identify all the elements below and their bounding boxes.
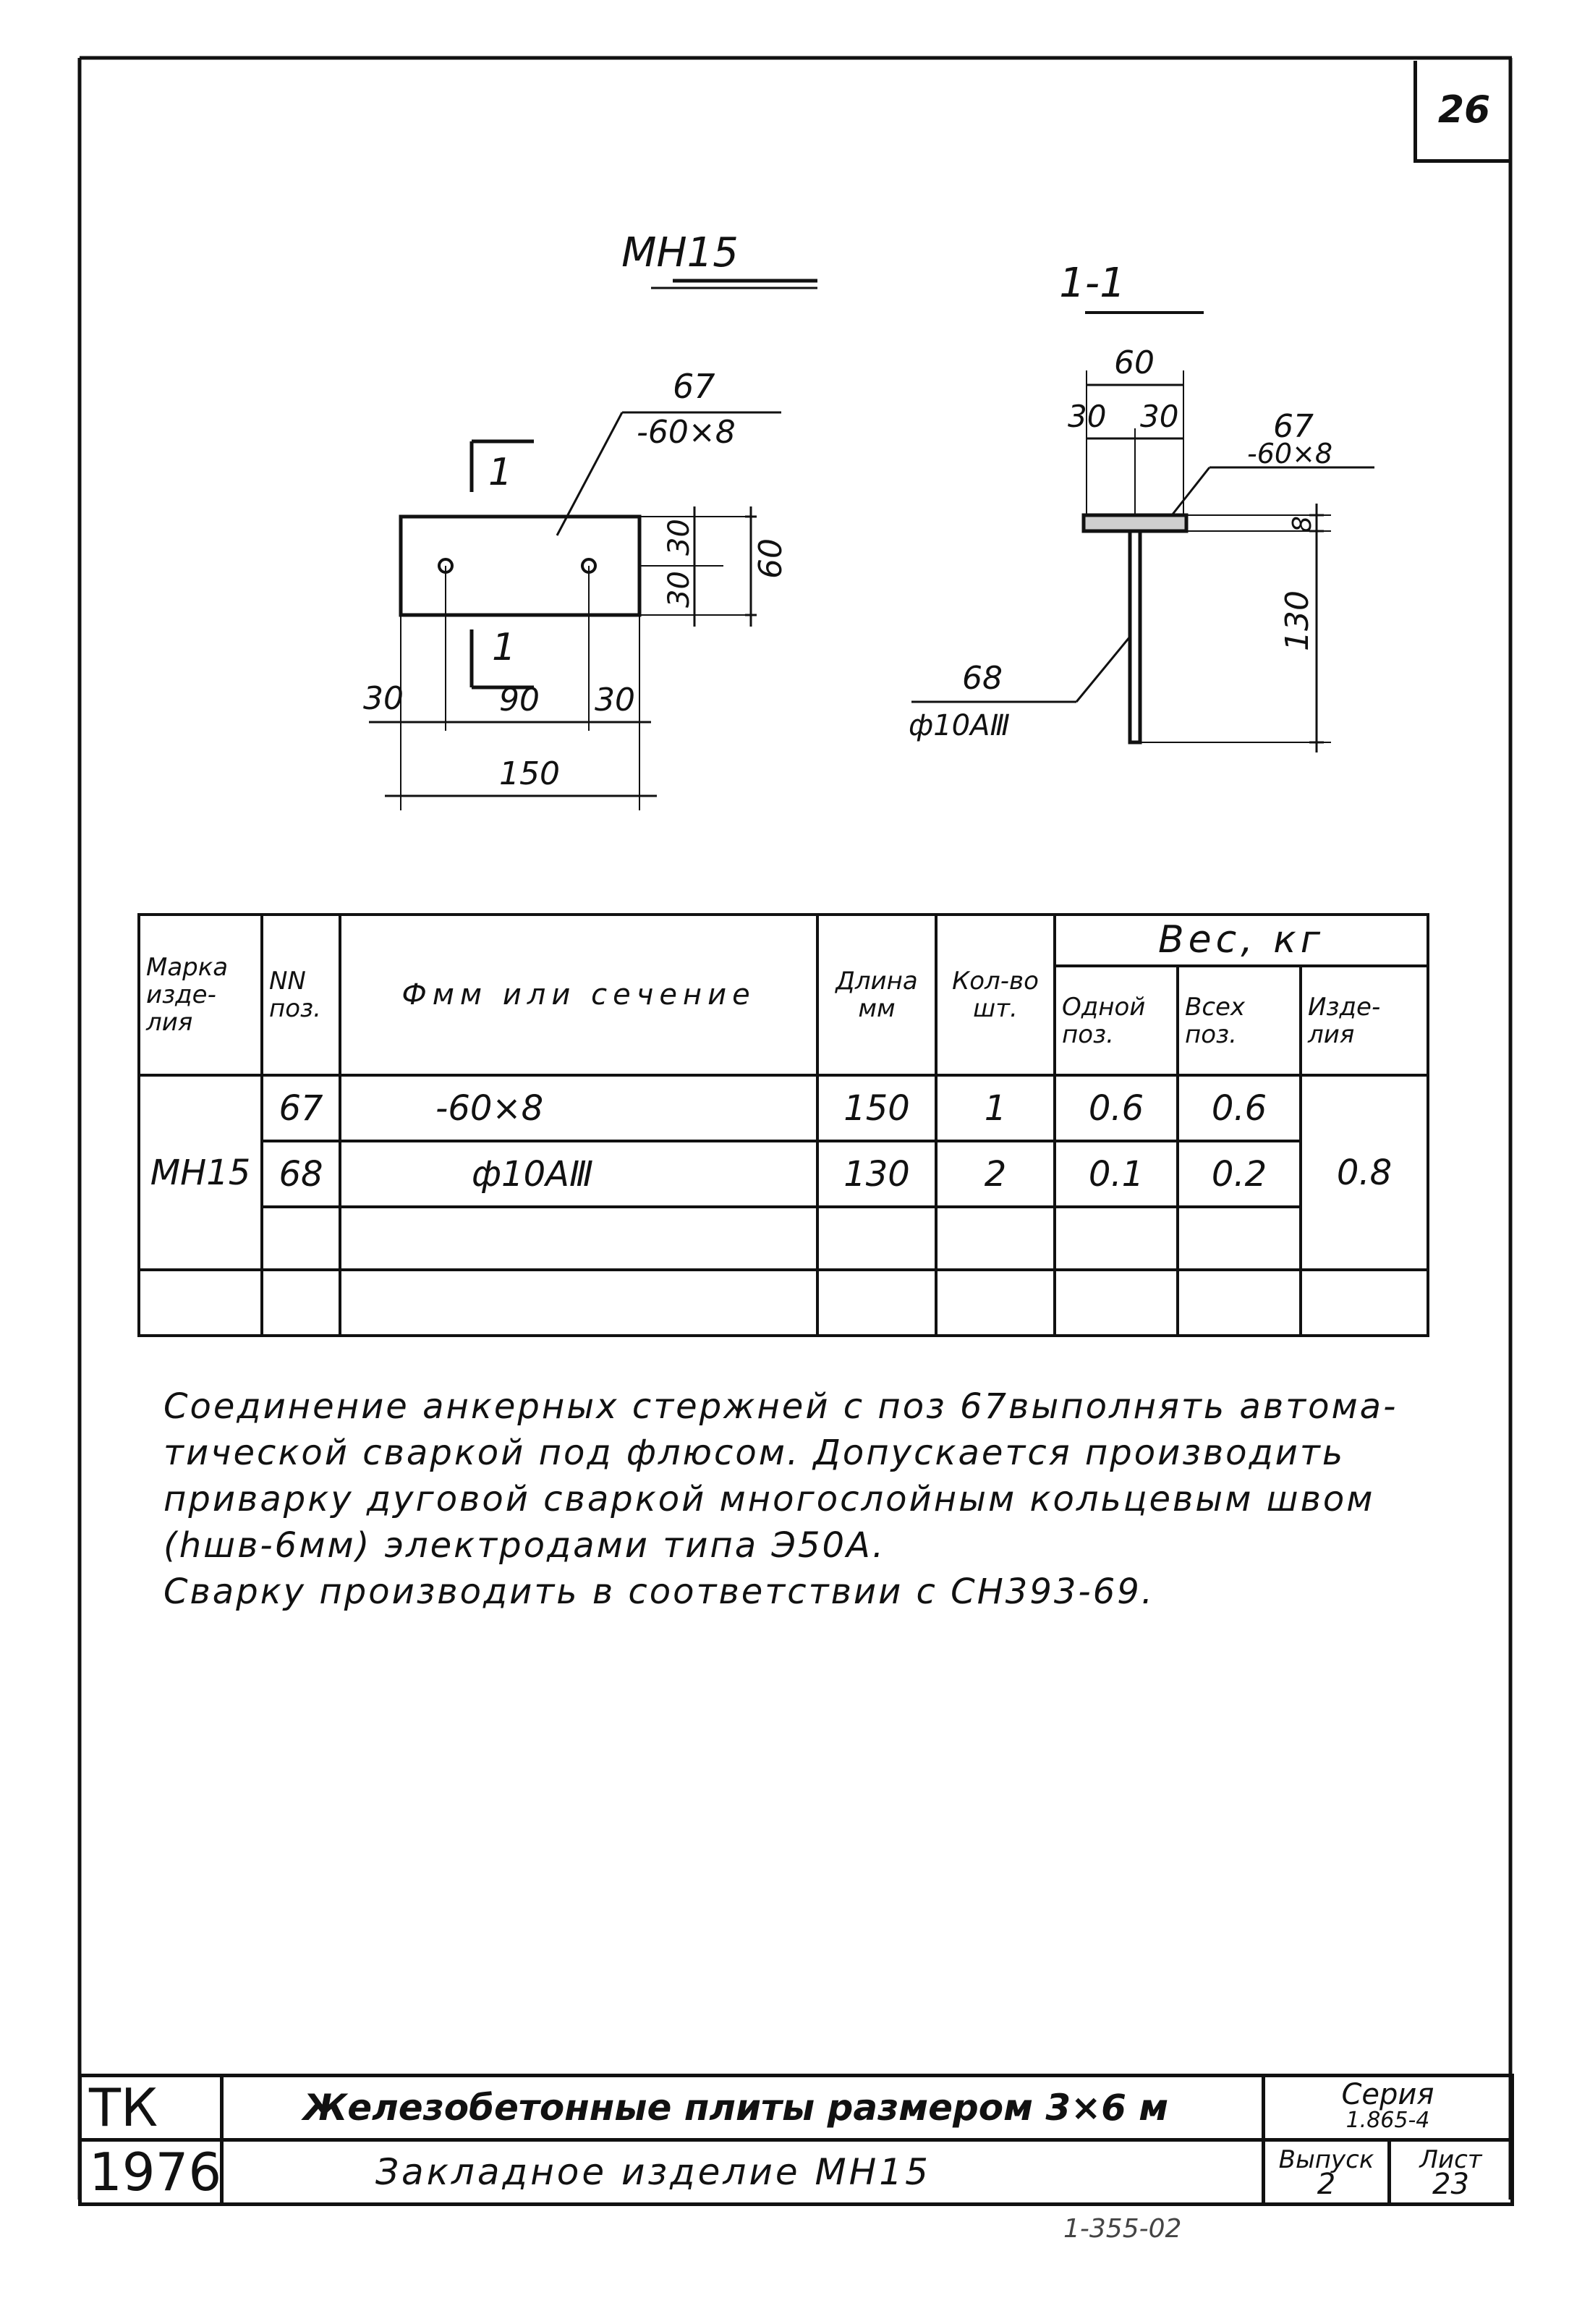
header-weight-one: Одной поз. [1055,966,1178,1076]
section-marker-bottom: 1 [492,626,516,669]
cell-weight-item: 0.8 [1301,1075,1428,1270]
header-weight-all: Всех поз. [1178,966,1301,1076]
cell-weight-one: 0.1 [1055,1141,1178,1207]
cell-qty: 1 [936,1075,1055,1141]
title-sub: Закладное изделие МН15 [222,2140,1264,2205]
note-line: тической сваркой под флюсом. Допускается производить [163,1433,1345,1473]
title-sheet [1390,2140,1513,2205]
header-weight-item: Изде-лия [1301,966,1428,1076]
title-main: Железобетонные плиты размером 3×6 м [222,2076,1264,2140]
section-dim-left-half: 30 [1068,399,1107,434]
title-issue [1264,2140,1390,2205]
title-org-bottom: 1976 [80,2140,222,2205]
title-series [1264,2076,1513,2140]
section-bar-section: ф10АⅢ [909,709,1011,742]
sheet-number-box [1413,61,1511,163]
anchor-bar [1130,531,1140,742]
dim-top-half: 30 [663,519,696,556]
welding-notes [163,1383,1437,1615]
header-weight: Вес, кг [1055,915,1428,966]
section-dim-thickness: 8 [1288,516,1317,533]
dim-middle: 90 [499,682,540,718]
plate-section [1084,515,1186,531]
dim-left-offset: 30 [363,680,404,717]
series-label: Серия [1341,2078,1434,2111]
title-org-top: ТК [80,2076,222,2140]
header-mark: Марка изде-лия [139,915,262,1075]
sheet-label: Лист [1419,2145,1482,2174]
plan-callout-section: -60×8 [637,414,736,451]
section-marker-top: 1 [488,451,513,494]
section-dim-anchor-length: 130 [1279,590,1316,651]
section-title: 1-1 [1059,260,1126,307]
cell-mark: МН15 [139,1075,262,1270]
plan-title: МН15 [621,229,739,276]
section-plate-section: -60×8 [1247,438,1333,470]
cell-length: 150 [817,1075,936,1141]
cell-section: -60×8 [340,1075,817,1141]
cell-weight-all: 0.6 [1178,1075,1301,1141]
note-line: Соединение анкерных стержней с поз 67выполнять автома- [163,1386,1398,1427]
sheet-value: 23 [1432,2168,1469,2201]
header-qty: Кол-во шт. [936,915,1055,1075]
sheet-number: 26 [1437,88,1491,132]
cell-pos: 67 [262,1075,340,1141]
issue-label: Выпуск [1278,2145,1374,2174]
plan-callout-position: 67 [673,367,715,406]
header-pos: NN поз. [262,915,340,1075]
note-line: приварку дуговой сваркой многослойным кольцевым швом [163,1479,1375,1519]
plan-view-drawing [347,217,897,810]
table-row-empty [139,1270,1428,1336]
cell-weight-all: 0.2 [1178,1141,1301,1207]
section-plate-position: 67 [1273,408,1314,445]
plate-plan [401,517,639,615]
section-dim-right-half: 30 [1140,399,1179,434]
table-row-empty [139,1207,1428,1270]
note-line: (hшв-6мм) электродами типа Э50А. [163,1525,886,1566]
title-block [78,2074,1510,2201]
cell-weight-one: 0.6 [1055,1075,1178,1141]
cell-pos: 68 [262,1141,340,1207]
note-line: Сварку производить в соответствии с СН393-69. [163,1572,1155,1612]
cell-qty: 2 [936,1141,1055,1207]
section-dim-width: 60 [1114,344,1155,381]
table-row [139,1075,1428,1141]
bottom-stamp: 1-355-02 [1063,2214,1182,2244]
section-view-drawing [897,246,1418,767]
header-section: Фмм или сечение [340,915,817,1075]
table-row [139,1141,1428,1207]
dim-right-offset: 30 [595,682,635,718]
dim-bottom-half: 30 [663,571,696,608]
specification-table [137,913,1427,1337]
dim-height: 60 [752,538,789,579]
section-bar-position: 68 [962,660,1003,697]
cell-section: ф10АⅢ [340,1141,817,1207]
dim-overall-length: 150 [499,755,560,792]
issue-value: 2 [1317,2168,1336,2201]
series-value: 1.865-4 [1345,2108,1430,2133]
header-length: Длина мм [817,915,936,1075]
cell-length: 130 [817,1141,936,1207]
